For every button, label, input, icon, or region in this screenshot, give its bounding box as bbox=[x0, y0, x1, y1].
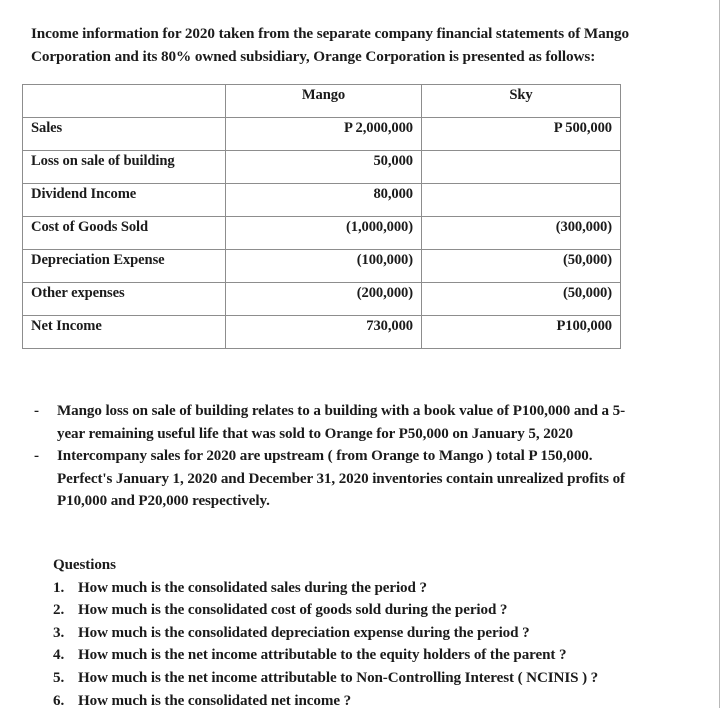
dash-bullet-icon: - bbox=[34, 403, 39, 419]
question-number: 3. bbox=[53, 624, 65, 641]
row-label: Depreciation Expense bbox=[23, 250, 226, 283]
row-value-sky: (50,000) bbox=[422, 283, 621, 316]
table-header-row bbox=[23, 85, 621, 118]
question-item bbox=[53, 599, 673, 622]
row-label: Sales bbox=[23, 118, 226, 151]
question-text: How much is the consolidated net income ? bbox=[78, 692, 352, 709]
question-text: How much is the consolidated depreciation expense during the period ? bbox=[78, 624, 530, 641]
question-text: How much is the consolidated cost of goods sold during the period ? bbox=[78, 602, 508, 619]
question-number: 5. bbox=[53, 669, 65, 686]
row-value-sky: (300,000) bbox=[422, 217, 621, 250]
row-label: Net Income bbox=[23, 316, 226, 349]
row-value-mango: (200,000) bbox=[226, 283, 422, 316]
income-information-table bbox=[22, 84, 621, 349]
question-item bbox=[53, 622, 673, 645]
question-item bbox=[53, 690, 673, 712]
note-text: Intercompany sales for 2020 are upstream ( from Orange to Mango ) total P 150,000. Perfect's January 1, 2020 and December 31, 2020 inventories contain unrealized profits of P10,000 and P20,000 respectively. bbox=[57, 448, 625, 509]
column-header-sky: Sky bbox=[422, 85, 621, 118]
row-value-mango: 80,000 bbox=[226, 184, 422, 217]
column-header-mango: Mango bbox=[226, 85, 422, 118]
row-value-mango: (1,000,000) bbox=[226, 217, 422, 250]
questions-section bbox=[53, 554, 673, 712]
note-item bbox=[34, 400, 634, 445]
table-row bbox=[23, 151, 621, 184]
row-value-sky: (50,000) bbox=[422, 250, 621, 283]
intro-paragraph: Income information for 2020 taken from the separate company financial statements of Mango Corporation and its 80% owned subsidiary, Orange Corporation is presented as follows: bbox=[31, 25, 629, 65]
question-item bbox=[53, 667, 673, 690]
row-value-sky: P100,000 bbox=[422, 316, 621, 349]
question-text: How much is the net income attributable to Non-Controlling Interest ( NCINIS ) ? bbox=[78, 669, 599, 686]
question-number: 1. bbox=[53, 579, 65, 596]
row-label: Loss on sale of building bbox=[23, 151, 226, 184]
question-text: How much is the consolidated sales during the period ? bbox=[78, 579, 427, 596]
row-label: Other expenses bbox=[23, 283, 226, 316]
column-header-blank bbox=[23, 85, 226, 118]
dash-bullet-icon: - bbox=[34, 448, 39, 464]
table-header bbox=[23, 85, 621, 118]
question-number: 4. bbox=[53, 647, 65, 664]
table-row bbox=[23, 316, 621, 349]
row-value-mango: (100,000) bbox=[226, 250, 422, 283]
row-value-sky: P 500,000 bbox=[422, 118, 621, 151]
question-text: How much is the net income attributable to the equity holders of the parent ? bbox=[78, 647, 567, 664]
notes-list bbox=[34, 400, 634, 513]
row-value-mango: P 2,000,000 bbox=[226, 118, 422, 151]
row-value-mango: 50,000 bbox=[226, 151, 422, 184]
table-row bbox=[23, 250, 621, 283]
row-value-sky bbox=[422, 184, 621, 217]
row-label: Cost of Goods Sold bbox=[23, 217, 226, 250]
question-number: 6. bbox=[53, 692, 65, 709]
row-label: Dividend Income bbox=[23, 184, 226, 217]
table-row bbox=[23, 283, 621, 316]
question-number: 2. bbox=[53, 602, 65, 619]
note-item bbox=[34, 445, 634, 513]
table-row bbox=[23, 118, 621, 151]
row-value-mango: 730,000 bbox=[226, 316, 422, 349]
table-row bbox=[23, 184, 621, 217]
row-value-sky bbox=[422, 151, 621, 184]
question-item bbox=[53, 577, 673, 600]
questions-title: Questions bbox=[53, 557, 116, 573]
table-body bbox=[23, 118, 621, 349]
note-text: Mango loss on sale of building relates to a building with a book value of P100,000 and a 5-year remaining useful life that was sold to Orange for P50,000 on January 5, 2020 bbox=[57, 403, 626, 442]
table-row bbox=[23, 217, 621, 250]
question-item bbox=[53, 644, 673, 667]
